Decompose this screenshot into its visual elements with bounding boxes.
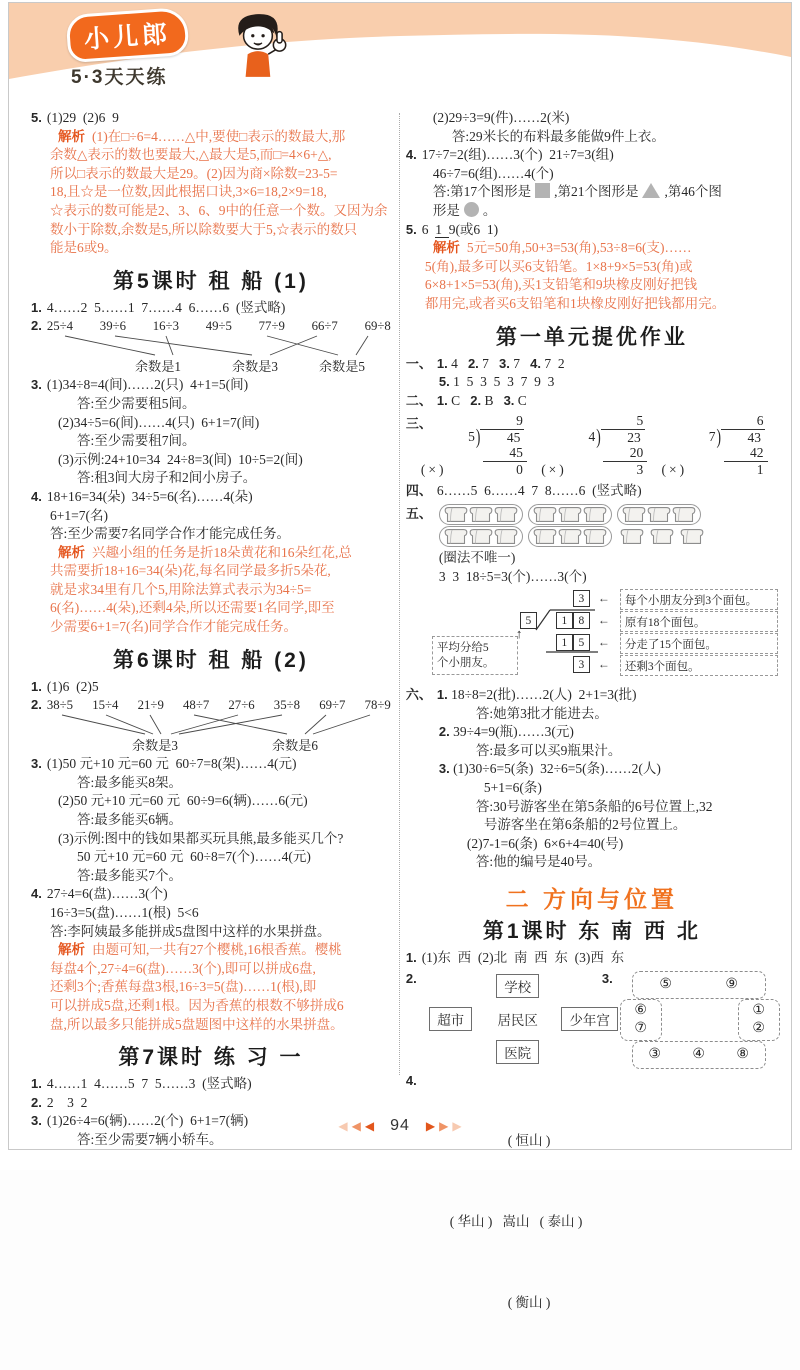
division-expression: 66÷7 <box>311 319 338 334</box>
bread-icon <box>583 528 607 545</box>
place-box-school: 学校 <box>496 974 539 998</box>
bread-icon <box>444 528 468 545</box>
text-line: 答:至少需要7名同学合作才能完成任务。 <box>50 526 291 542</box>
item-number: 二、 <box>405 392 432 408</box>
mascot-boy-icon <box>227 9 293 83</box>
lesson6-answers <box>31 678 391 697</box>
text-line: 六、 1. 18÷8=2(批)……2(人) 2+1=3(批) <box>405 687 637 703</box>
text-line: 四、 6……5 6……4 7 8……6 (竖式略) <box>405 483 642 499</box>
division-expression: 16÷3 <box>152 319 179 334</box>
remainder-label: 余数是1 <box>134 359 181 375</box>
text-line: 可以拼成5盘,还剩1根。因为香蕉的根数不够拼成6 <box>50 997 344 1013</box>
text-line: 16÷3=5(盘)……1(根) 5<6 <box>50 905 199 920</box>
right-arrow-icon: ▶ <box>439 1118 449 1133</box>
dashed-box-west <box>620 999 662 1041</box>
division-expression: 38÷5 <box>46 698 74 713</box>
text-line: 6×8+1×5=53(角),买1支铅笔和9块橡皮刚好把钱 <box>424 277 698 293</box>
text-line: 就是求34里有几个5,用除法算式表示为34÷5= <box>50 581 312 597</box>
text-line: 解析 5元=50角,50+3=53(角),53÷8=6(支)…… <box>432 240 692 256</box>
match-labels <box>47 356 391 374</box>
item-number: 三、 <box>405 416 432 432</box>
wrong-mark: (×) <box>541 461 567 477</box>
diagram-row <box>406 971 778 1069</box>
map-grid <box>422 971 624 1069</box>
text-line: ☆表示的数可能是2、3、6、9中的任意一个数。又因为余 <box>50 202 388 218</box>
text-line: 2. 39÷4=9(瓶)……3(元) <box>438 724 574 740</box>
prev-page-arrows-icon <box>338 1119 374 1134</box>
division-expression: 69÷8 <box>364 319 391 334</box>
unit1-answers-b <box>406 482 778 501</box>
dashed-box-north <box>632 971 766 999</box>
circled-number: ② <box>752 1020 765 1036</box>
left-arrow-icon: ← <box>597 657 610 672</box>
division-expression: 15÷4 <box>92 698 119 713</box>
next-page-arrows-icon <box>426 1119 462 1134</box>
text-line: 50 元+10 元=60 元 60÷8=7(个)……4(元) <box>77 849 311 865</box>
item-number: 1. <box>31 1076 42 1092</box>
annotation-note <box>432 636 518 675</box>
product-box: 1 <box>556 634 573 651</box>
left-arrow-icon: ← <box>597 635 610 650</box>
right-continuation <box>406 109 778 314</box>
text-line: 所以□表示的数最大是29。(2)因为商×除数=23-5= <box>50 165 338 181</box>
item-number: 2. <box>31 318 42 334</box>
long-division <box>541 413 657 477</box>
item-number: 2. <box>31 1094 42 1110</box>
sub-item-number: 1. <box>436 392 448 408</box>
item-number: 1. <box>31 678 42 694</box>
left-arrow-icon: ← <box>597 613 610 628</box>
sub-item-number: 2. <box>470 392 482 408</box>
item-number: 一、 <box>405 355 432 371</box>
unit1-answers-a <box>406 355 778 411</box>
circled-number: ⑤ <box>659 976 672 992</box>
remainder-label: 余数是3 <box>231 359 278 375</box>
text-line: 余数△表示的数也要最大,△最大是5,而□=4×6+△, <box>50 147 332 163</box>
text-line: 答:29米长的布料最多能做9件上衣。 <box>451 128 665 144</box>
bread-icon <box>469 506 493 523</box>
wrong-mark: (×) <box>661 461 688 477</box>
text-line: 答:最多能买7个。 <box>77 867 183 883</box>
left-arrow-icon: ◀ <box>351 1118 361 1133</box>
match-wrap <box>47 318 391 374</box>
text-line: 5+1=6(条) <box>483 780 542 796</box>
dashed-box-east <box>738 999 780 1041</box>
mountain-north: ( 恒山 ) <box>507 1132 551 1148</box>
brand-logo-title: 小儿郎 <box>65 7 189 63</box>
bread-icon <box>494 528 518 545</box>
unit2-answers <box>406 949 778 968</box>
match-labels <box>47 735 391 753</box>
section-title-unit2-lesson1: 第1课时 东 南 西 北 <box>482 920 701 944</box>
jiexi-label: 解析 <box>58 128 85 144</box>
page-footer <box>9 1117 791 1135</box>
text-line: 4. 18+16=34(朵) 34÷5=6(名)……4(朵) <box>31 488 253 504</box>
text-line: 1. (1)东 西 (2)北 南 西 东 (3)西 东 <box>405 950 625 966</box>
text-line: 答:至少需要租7间。 <box>77 433 196 449</box>
annotation-label: 每个小朋友分到3个面包。 <box>620 589 778 610</box>
circled-number: ⑦ <box>634 1020 647 1036</box>
product-box: 5 <box>573 634 590 651</box>
item-number: 五、 <box>405 505 432 521</box>
brand-logo <box>67 11 188 89</box>
mountain-south: ( 衡山 ) <box>507 1294 551 1310</box>
text-line: (2)50 元+10 元=60 元 60÷9=6(辆)……6(元) <box>58 793 308 809</box>
remainder-label: 余数是3 <box>131 738 178 754</box>
item-number: 四、 <box>405 483 432 499</box>
bread-icon <box>680 528 704 545</box>
item-number: 3. <box>601 970 613 986</box>
circled-number: ⑥ <box>634 1002 647 1018</box>
bread-group <box>528 526 612 547</box>
sub-item-number: 1. <box>436 687 448 703</box>
division-expression: 25÷4 <box>46 319 74 334</box>
divisor-box: 5 <box>520 612 537 629</box>
long-division-row <box>406 413 778 477</box>
bread-icon <box>650 526 674 547</box>
place-box-supermarket: 超市 <box>429 1007 472 1031</box>
remainder: 3 <box>636 461 644 477</box>
text-line: 答:至少需要7辆小轿车。 <box>77 1131 223 1147</box>
text-line: 5. 1 5 3 5 3 7 9 3 <box>438 374 555 390</box>
unit2-title: 二 方向与位置 <box>505 886 679 913</box>
text-line: 5. (1)29 (2)6 9 <box>31 110 119 125</box>
section-title-unit1-plus: 第一单元提优作业 <box>495 325 688 349</box>
item5-continuation <box>31 109 391 258</box>
text-line: 3. (1)50 元+10 元=60 元 60÷7=8(架)……4(元) <box>31 756 297 772</box>
place-box-hospital: 医院 <box>496 1040 539 1064</box>
text-line: 形是 。 <box>432 202 497 218</box>
text-line: 答:至少需要租5间。 <box>77 395 196 411</box>
match-lines <box>47 334 391 356</box>
text-line: (圈法不唯一) <box>438 549 516 565</box>
bread-row <box>439 526 707 547</box>
text-line: (2)29÷3=9(件)……2(米) <box>432 110 570 125</box>
right-column <box>405 109 778 1310</box>
text-line: 都用完,或者买6支铅笔和1块橡皮刚好把钱都用完。 <box>424 295 726 311</box>
text-line: 答:最多可以买9瓶果汁。 <box>475 742 622 758</box>
text-line: 还剩3个;香蕉每盘3根,16÷3=5(盘)……1(根),即 <box>50 979 317 995</box>
text-line: 号游客坐在第6条船的2号位置上。 <box>483 817 687 833</box>
annotation-label: 原有18个面包。 <box>620 611 778 632</box>
bread-icon <box>620 526 644 547</box>
item-number: 4. <box>405 147 417 163</box>
text-line: 46÷7=6(组)……4(个) <box>432 165 554 181</box>
sub-item-number: 3. <box>499 355 510 371</box>
lesson7-answers <box>31 1075 391 1149</box>
up-arrow-icon: ↑ <box>515 626 523 642</box>
text-line: 4. 27÷4=6(盘)……3(个) <box>31 886 168 902</box>
remainder-label: 余数是5 <box>318 359 365 375</box>
match-lines <box>47 713 391 735</box>
text-line: 答:30号游客坐在第5条船的6号位置上,32 <box>475 798 713 814</box>
text-line: 少需要6+1=7(名)同学合作才能完成任务。 <box>50 619 297 635</box>
gray-square-icon <box>535 183 550 198</box>
text-line: (3)示例:图中的钱如果都买玩具熊,最多能买几个? <box>58 830 344 846</box>
item-number: 2. <box>31 697 42 713</box>
bread-group <box>439 526 523 547</box>
quotient: 5 <box>636 413 644 429</box>
item-number: 4. <box>405 1072 417 1088</box>
item-number: 六、 <box>405 687 432 703</box>
jiexi-label: 解析 <box>58 544 85 560</box>
dashed-box-south <box>632 1041 766 1069</box>
text-line: 解析 (1)在□÷6=4……△中,要使□表示的数最大,那 <box>58 128 346 144</box>
right-arrow-icon: ▶ <box>452 1118 462 1133</box>
text-line: 3 3 18÷5=3(个)……3(个) <box>438 568 587 584</box>
underlined-answer: 1 <box>435 221 449 237</box>
note-line: 平均分给5 <box>436 641 489 654</box>
bread-group <box>528 504 612 525</box>
product: 45 <box>483 445 527 462</box>
item-number: 4. <box>31 886 42 902</box>
divisor: 5 <box>468 428 475 444</box>
sub-item-number: 5. <box>438 374 450 390</box>
long-division <box>661 413 778 477</box>
item-number: 5. <box>31 110 42 125</box>
circled-number: ③ <box>648 1046 661 1062</box>
left-column <box>31 109 391 1147</box>
note-line: 个小朋友。 <box>436 656 495 669</box>
position-diagram <box>602 971 778 1069</box>
remainder-box: 3 <box>573 656 590 673</box>
place-label-residential: 居民区 <box>497 1013 538 1029</box>
circled-number: ⑧ <box>736 1046 749 1062</box>
quotient: 6 <box>756 413 764 429</box>
division-bracket-icon: ) <box>475 424 481 449</box>
circled-number: ④ <box>692 1046 705 1062</box>
wrong-mark: (×) <box>420 461 447 477</box>
division-expression: 49÷5 <box>205 319 232 334</box>
text-line: 1. 4……2 5……1 7……4 6……6 (竖式略) <box>31 299 286 315</box>
divisor: 7 <box>708 428 716 444</box>
text-line: 6(名)……4(朵),还剩4朵,所以还需要1名同学,即至 <box>50 600 335 616</box>
page-card <box>8 2 792 1310</box>
remainder: 1 <box>756 461 764 477</box>
bread-icon <box>647 506 671 523</box>
bread-icon <box>680 526 704 547</box>
quotient-box: 3 <box>573 590 590 607</box>
division-expression: 69÷7 <box>319 698 346 713</box>
jiexi-label: 解析 <box>58 942 85 958</box>
column-divider <box>399 113 400 1075</box>
two-column-body <box>31 109 775 1310</box>
item-number: 2. <box>405 970 417 986</box>
annotation-label: 分走了15个面包。 <box>620 633 778 654</box>
division-expression: 48÷7 <box>183 698 210 713</box>
bread-icon <box>494 506 518 523</box>
item-number: 3. <box>31 756 42 772</box>
gray-triangle-icon <box>642 183 660 198</box>
dividend-box: 1 <box>556 612 573 629</box>
text-line: 3. (1)26÷4=6(辆)……2(个) 6+1=7(辆) <box>31 1113 249 1129</box>
match-diagram-lesson5 <box>31 318 391 374</box>
division-bracket-icon: ) <box>596 424 601 449</box>
jiexi-label: 解析 <box>432 240 460 256</box>
text-line: 共需要折18+16=34(朵)花,每名同学最多折5朵花, <box>50 563 331 579</box>
division-expression: 21÷9 <box>137 698 164 713</box>
long-division <box>420 413 537 477</box>
division-expression: 78÷9 <box>364 698 391 713</box>
division-bracket-icon: ) <box>716 424 722 449</box>
bread-icon <box>444 506 468 523</box>
remainder: 0 <box>516 461 523 477</box>
dividend-box: 8 <box>573 612 590 629</box>
annotated-division-diagram <box>432 590 776 680</box>
text-line: 一、 1. 4 2. 7 3. 7 4. 7 2 <box>405 355 565 371</box>
text-line: 解析 由题可知,一共有27个樱桃,16根香蕉。樱桃 <box>58 942 342 958</box>
bread-diagram <box>406 503 778 548</box>
text-line: 答:他的编号是40号。 <box>475 854 602 870</box>
sub-item-number: 3. <box>438 761 450 777</box>
section-title-lesson6: 第6课时 租 船 (2) <box>112 648 309 672</box>
bread-icon <box>558 528 582 545</box>
text-line: 答:第17个图形是 ,第21个图形是 ,第46个图 <box>432 184 722 200</box>
right-arrow-icon: ▶ <box>425 1118 436 1133</box>
annotation-label: 还剩3个面包。 <box>620 655 778 676</box>
unit1-answers-d <box>406 686 778 872</box>
position-grid <box>620 971 778 1069</box>
bread-icon <box>533 506 557 523</box>
expression-row <box>47 697 391 713</box>
lesson5-answers <box>31 299 391 318</box>
left-arrow-icon: ← <box>597 591 610 606</box>
bread-icon <box>558 506 582 523</box>
mountain-middle-row: ( 华山 ) 嵩山 ( 泰山 ) <box>449 1213 583 1229</box>
bread-rows <box>439 503 707 548</box>
text-line: 2. 2 3 2 <box>31 1094 88 1110</box>
sub-item-number: 4. <box>530 355 541 371</box>
quotient: 9 <box>516 413 523 429</box>
item-number: 1. <box>31 299 42 315</box>
division-expression: 39÷6 <box>99 319 127 334</box>
product: 20 <box>603 445 647 462</box>
text-line: 答:租3间大房子和2间小房子。 <box>77 470 257 486</box>
text-line: 解析 兴趣小组的任务是折18朵黄花和16朵红花,总 <box>58 544 352 560</box>
text-line: 二、 1. C 2. B 3. C <box>405 392 527 408</box>
bread-row <box>439 504 707 525</box>
sub-item-number: 2. <box>467 355 479 371</box>
dividend: 23 <box>601 429 645 446</box>
bread-icon <box>620 528 644 545</box>
circled-number: ⑨ <box>725 976 738 992</box>
page-number: 94 <box>390 1117 410 1134</box>
brand-logo-subtitle: 5·3天天练 <box>71 67 168 88</box>
text-line: 5. 6 1 9(或6 1) <box>405 221 499 237</box>
bread-icon <box>533 528 557 545</box>
text-line: 每盘4个,27÷4=6(盘)……3(个),即可以拼成6盘, <box>50 960 316 976</box>
text-line: (2)34÷5=6(间)……4(只) 6+1=7(间) <box>58 414 260 430</box>
lesson6-answers-2 <box>31 755 391 1034</box>
bread-icon <box>672 506 696 523</box>
section-title-lesson7: 第7课时 练 习 一 <box>118 1046 304 1070</box>
text-line: 5(角),最多可以买6支铅笔。1×8+9×5=53(角)或 <box>424 258 693 274</box>
text-line: 盘,所以最多只能拼成5盘题图中这样的水果拼盘。 <box>50 1016 344 1032</box>
dividend: 43 <box>721 429 765 446</box>
item-number: 3. <box>31 1113 42 1129</box>
text-line: 1. (1)6 (2)5 <box>31 678 99 694</box>
division-expression: 35÷8 <box>273 698 301 713</box>
divisor: 4 <box>588 428 596 444</box>
text-line: 数小于除数,余数是5,所以除数要大于5,☆表示的数只 <box>50 221 358 237</box>
text-line: 3. (1)34÷8=4(间)……2(只) 4+1=5(间) <box>31 377 249 393</box>
match-diagram-lesson6 <box>31 697 391 753</box>
bread-icon <box>469 528 493 545</box>
sub-item-number: 2. <box>438 724 450 740</box>
text-line: 答:她第3批才能进去。 <box>475 705 608 721</box>
text-line: 能是6或9。 <box>50 240 118 256</box>
expression-row <box>47 318 391 334</box>
bread-icon <box>622 506 646 523</box>
text-line: 答:最多能买6辆。 <box>77 812 183 828</box>
place-box-youth-palace: 少年宫 <box>561 1007 618 1031</box>
remainder-label: 余数是6 <box>271 738 318 754</box>
text-line: 6+1=7(名) <box>50 507 108 523</box>
gray-circle-icon <box>464 202 479 217</box>
text-line: (3)示例:24+10=34 24÷8=3(间) 10÷5=2(间) <box>58 451 303 467</box>
text-line: (2)7-1=6(条) 6×6+4=40(号) <box>466 835 624 851</box>
text-line: 答:最多能买8架。 <box>77 774 183 790</box>
left-arrow-icon: ◀ <box>364 1118 375 1133</box>
bread-icon <box>650 528 674 545</box>
lesson5-answers-2 <box>31 376 391 636</box>
section-title-lesson5: 第5课时 租 船 (1) <box>112 269 309 293</box>
product: 42 <box>724 445 768 462</box>
text-line: 4. 17÷7=2(组)……3(个) 21÷7=3(组) <box>405 147 614 163</box>
division-expression: 27÷6 <box>228 698 255 713</box>
map-diagram <box>405 970 610 1069</box>
item-number: 1. <box>405 950 417 966</box>
bread-icon <box>583 506 607 523</box>
sub-item-number: 1. <box>436 355 448 371</box>
item-number: 4. <box>31 488 42 504</box>
item-number: 5. <box>405 221 417 237</box>
text-line: 18,且☆是一位数,因此根据口诀,3×6=18,2×9=18, <box>50 184 327 200</box>
text-line: 3. (1)30÷6=5(条) 32÷6=5(条)……2(人) <box>438 761 661 777</box>
division-expression: 77÷9 <box>258 319 285 334</box>
sub-item-number: 3. <box>503 392 515 408</box>
text-line: 答:李阿姨最多能拼成5盘图中这样的水果拼盘。 <box>50 923 331 939</box>
left-arrow-icon: ◀ <box>338 1118 348 1133</box>
item-number: 3. <box>31 377 42 393</box>
text-line: 1. 4……1 4……5 7 5……3 (竖式略) <box>31 1076 252 1092</box>
bread-group <box>439 504 523 525</box>
match-wrap <box>47 697 391 753</box>
bread-group <box>617 504 701 525</box>
dividend: 45 <box>480 429 524 446</box>
unit1-answers-c <box>406 549 778 586</box>
circled-number: ① <box>752 1002 765 1018</box>
